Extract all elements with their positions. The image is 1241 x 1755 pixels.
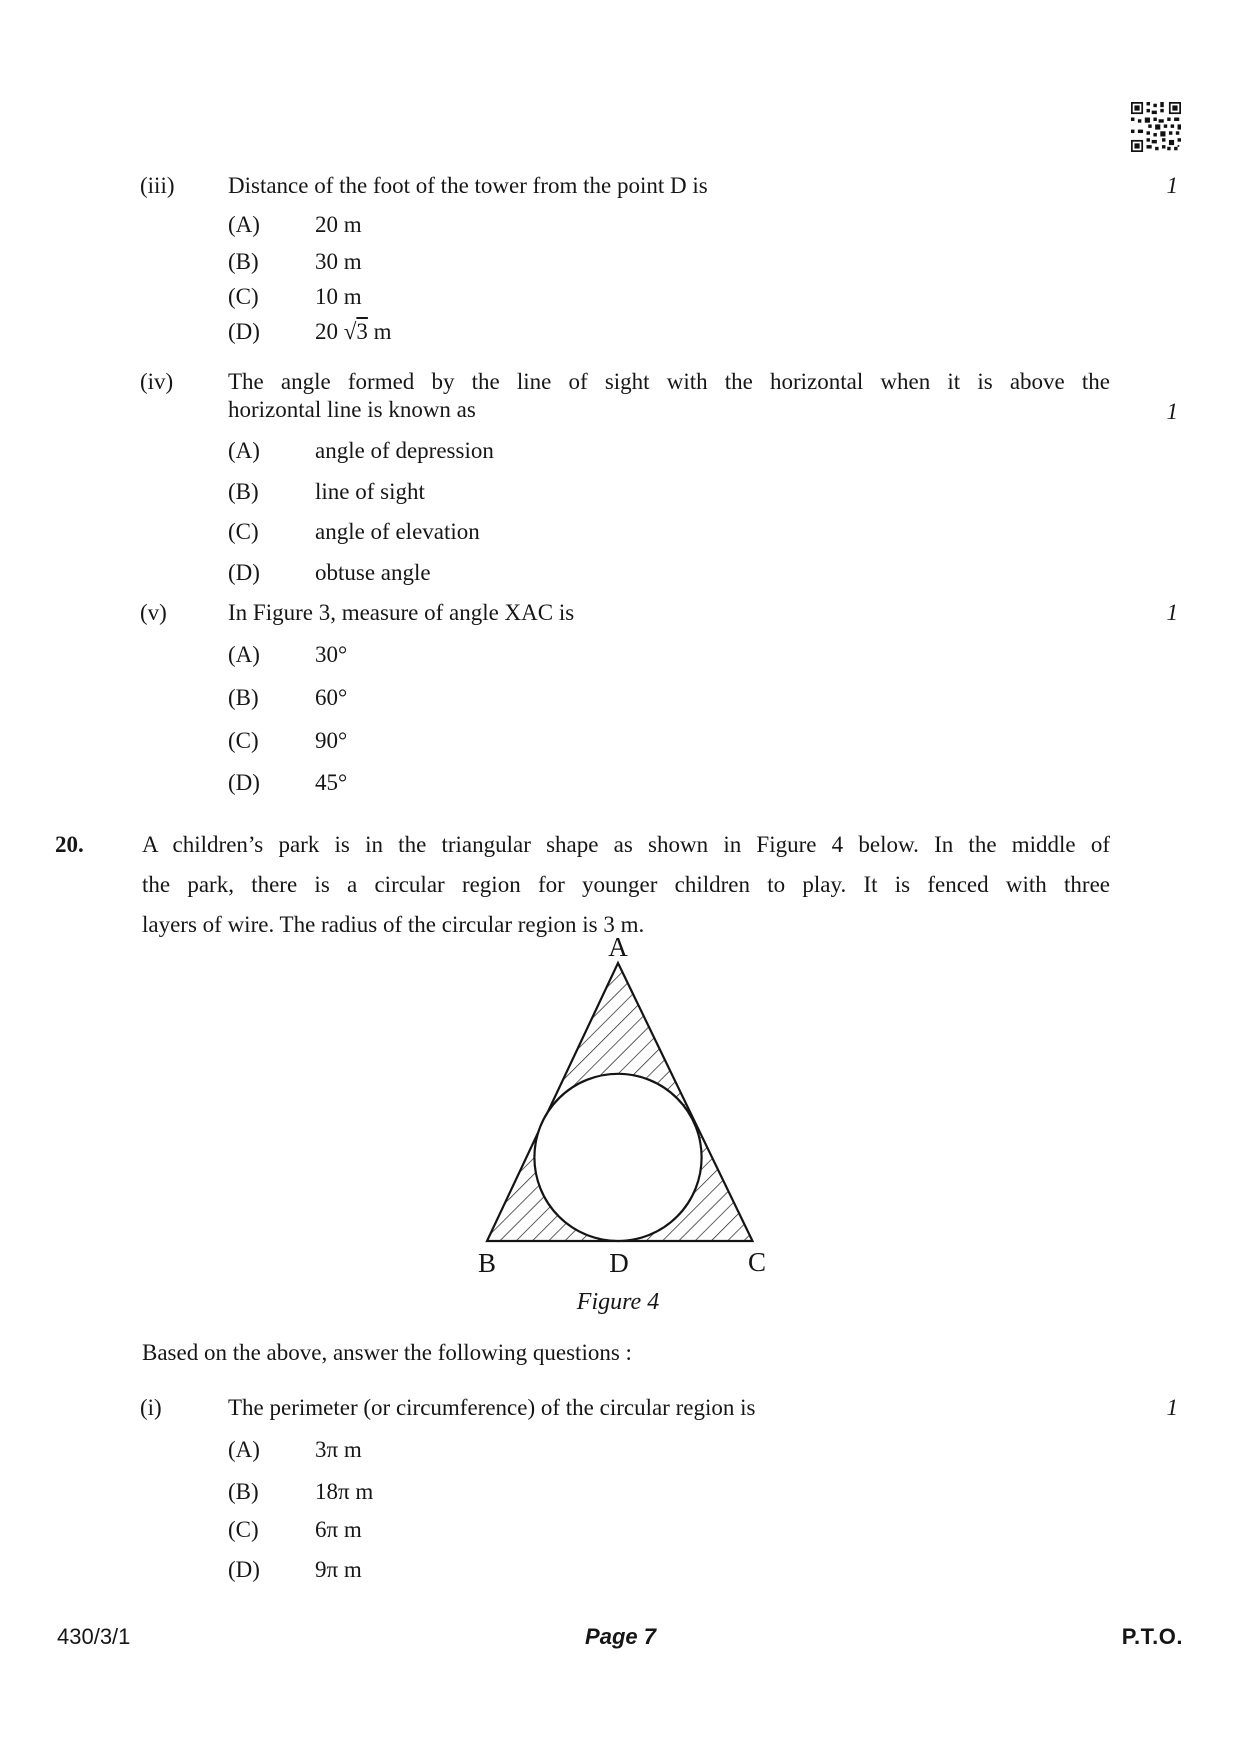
radical-sign: √ bbox=[343, 319, 357, 344]
option-row bbox=[228, 315, 392, 349]
option-label: (A) bbox=[228, 438, 260, 463]
option-row bbox=[228, 556, 431, 590]
vertex-label-a: A bbox=[608, 932, 628, 962]
inscribed-circle bbox=[534, 1074, 701, 1241]
question-text: In Figure 3, measure of angle XAC is bbox=[228, 600, 575, 625]
option-row bbox=[228, 1513, 362, 1547]
radical-prefix: 20 bbox=[315, 319, 344, 344]
option-value: 45° bbox=[315, 770, 348, 795]
question-text: Distance of the foot of the tower from the point D is bbox=[228, 173, 708, 198]
pto-label: P.T.O. bbox=[1121, 1624, 1183, 1649]
question-text-line2: horizontal line is known as bbox=[228, 397, 476, 422]
option-label: (B) bbox=[228, 685, 259, 710]
option-label: (C) bbox=[228, 728, 259, 753]
option-row bbox=[228, 280, 362, 314]
option-value: obtuse angle bbox=[315, 560, 431, 585]
option-row bbox=[228, 766, 347, 800]
option-row bbox=[228, 245, 362, 279]
question-part-label: (v) bbox=[140, 600, 167, 625]
option-value: 9π m bbox=[315, 1557, 362, 1582]
option-value: 90° bbox=[315, 728, 348, 753]
option-value: angle of depression bbox=[315, 438, 494, 463]
question-20-line1: A children’s park is in the triangular shape as shown in Figure 4 below. In the middle of bbox=[142, 832, 1110, 857]
marks-badge: 1 bbox=[1166, 399, 1178, 424]
option-row bbox=[228, 1433, 362, 1467]
option-label: (B) bbox=[228, 1479, 259, 1504]
option-value: 3π m bbox=[315, 1437, 362, 1462]
tangent-label-d: D bbox=[609, 1248, 629, 1278]
paper-code: 430/3/1 bbox=[57, 1624, 131, 1649]
option-label: (C) bbox=[228, 284, 259, 309]
option-row bbox=[228, 475, 425, 509]
option-value: 30 m bbox=[315, 249, 362, 274]
radical-suffix: m bbox=[367, 319, 392, 344]
option-row bbox=[228, 515, 480, 549]
option-label: (A) bbox=[228, 212, 260, 237]
option-row bbox=[228, 681, 347, 715]
option-row bbox=[228, 1553, 362, 1587]
option-label: (B) bbox=[228, 249, 259, 274]
marks-badge: 1 bbox=[1166, 173, 1178, 198]
question-number: 20. bbox=[55, 832, 84, 857]
option-row bbox=[228, 1475, 373, 1509]
option-row bbox=[228, 434, 494, 468]
option-value: angle of elevation bbox=[315, 519, 480, 544]
question-20-line2: the park, there is a circular region for younger children to play. It is fenced with three bbox=[142, 872, 1110, 897]
option-label: (A) bbox=[228, 1437, 260, 1462]
option-row bbox=[228, 724, 347, 758]
option-value: line of sight bbox=[315, 479, 425, 504]
option-label: (C) bbox=[228, 519, 259, 544]
option-label: (C) bbox=[228, 1517, 259, 1542]
option-row bbox=[228, 638, 347, 672]
option-value: 18π m bbox=[315, 1479, 374, 1504]
option-label: (D) bbox=[228, 560, 260, 585]
question-part-label: (iii) bbox=[140, 173, 175, 198]
qr-code bbox=[1131, 102, 1181, 152]
question-part-label: (iv) bbox=[140, 369, 174, 394]
option-label: (D) bbox=[228, 770, 260, 795]
figure-caption: Figure 4 bbox=[576, 1289, 660, 1315]
question-text-line1: The angle formed by the line of sight with the horizontal when it is above the bbox=[228, 369, 1110, 394]
option-value: 30° bbox=[315, 642, 348, 667]
radicand: 3 bbox=[356, 319, 368, 344]
option-value: 60° bbox=[315, 685, 348, 710]
marks-badge: 1 bbox=[1166, 1395, 1178, 1420]
question-part-label: (i) bbox=[140, 1395, 162, 1420]
option-value: 6π m bbox=[315, 1517, 362, 1542]
vertex-label-c: C bbox=[747, 1247, 767, 1277]
vertex-label-b: B bbox=[477, 1248, 497, 1278]
option-row bbox=[228, 208, 362, 242]
marks-badge: 1 bbox=[1166, 600, 1178, 625]
option-label: (B) bbox=[228, 479, 259, 504]
option-value-radical bbox=[315, 315, 392, 349]
option-label: (D) bbox=[228, 1557, 260, 1582]
option-value: 10 m bbox=[315, 284, 362, 309]
question-20-line3: layers of wire. The radius of the circular region is 3 m. bbox=[142, 912, 645, 937]
figure-4-diagram bbox=[380, 925, 860, 1285]
question-text: The perimeter (or circumference) of the circular region is bbox=[228, 1395, 756, 1420]
option-value: 20 m bbox=[315, 212, 362, 237]
question-20-intro: Based on the above, answer the following questions : bbox=[142, 1340, 632, 1365]
page-number: Page 7 bbox=[585, 1624, 656, 1649]
option-label: (A) bbox=[228, 642, 260, 667]
option-label: (D) bbox=[228, 319, 260, 344]
